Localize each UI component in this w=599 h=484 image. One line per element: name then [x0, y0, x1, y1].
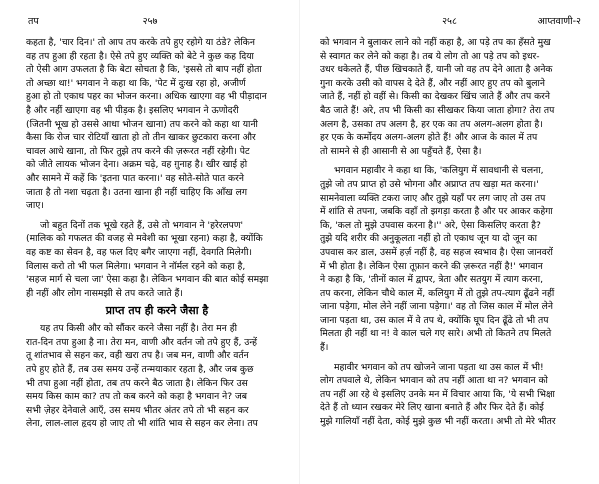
text-line: (मालिक को गफलत की वजह से मवेशी का भूखा रहना) कहा है, क्योंकि — [26, 233, 263, 245]
text-line: तू शांतभाव से सहन कर, वही खरा तप है। जब मन, वाणी और वर्तन — [26, 350, 249, 362]
text-line: 'सहज मार्ग से चला जा' ऐसा कहा है। लेकिन भगवान की बात कोई समझा — [26, 274, 269, 286]
text-line: लेना, लाल-लाल हृदय हो जाए तो भी शांति भाव से सहन कर लेना। तप — [26, 418, 258, 430]
text-line: तुझे जो तप प्राप्त हो उसे भोगना और अप्राप्त तप खड़ा मत करना।' — [320, 178, 539, 190]
left-page-header — [0, 14, 300, 30]
text-line: तप नहीं आ रहे थे इसलिए उनके मन में विचार आया कि, 'ये सभी भिक्षा — [320, 388, 555, 400]
text-line: यह तप किसी और को सौंकर करने जैसा नहीं है। तेरा मन ही — [40, 323, 237, 335]
text-line: मिलता ही नहीं था न! वे काल चले गए सारे। अभी तो कितने तप मिलते — [320, 328, 552, 340]
text-line: अलग है, उसका तप अलग है, हर एक का तप अलग-अलग होता है। — [320, 118, 543, 130]
text-line: से स्वागत कर लेने को कहा है। तब ये लोग तो आ पड़े तप को इधर- — [320, 50, 540, 62]
text-line: महावीर भगवान को तप खोजने जाना पड़ता था उस काल में भी! — [334, 361, 544, 373]
text-line: जाना पड़ेगा, मोल लेने नहीं जाना पड़ेगा।' वह तो जिस काल में मोल लेने — [320, 301, 554, 313]
text-line: जो बहुत दिनों तक भूखे रहते हैं, उसे तो भगवान ने 'हरेरलपण' — [40, 219, 244, 231]
text-line: में भी होता है। लेकिन ऐसा तूफ़ान करने की ज़रूरत नहीं है!' भगवान — [320, 260, 543, 272]
text-line: और सामने में कहें कि 'इतना पात करना।' वह सोते-सोते पात करने — [26, 172, 244, 184]
right-page-header — [300, 14, 599, 30]
text-line: भी तपा हुआ नहीं होता, तब तप करने बैठ जाता है। लेकिन फिर उस — [26, 377, 248, 389]
right-page-body — [320, 36, 586, 429]
text-line: कैसा कि रोज चार रोटियाँ खाता हो तो तीन खाकर छुटकारा करना और — [26, 132, 256, 144]
text-line: तपे हुए होते हैं, तब उस समय उन्हें तन्मयाकार रहता है, और जब कुछ — [26, 364, 254, 376]
text-line: हुआ हो तो एकाध पहर का भोजन करना। अधिक खाएगा वह भी पीड़ादान — [26, 91, 267, 103]
text-line: लोग तपवाले थे, लेकिन भगवान को तप नहीं आता था न? भगवान को — [320, 375, 548, 387]
text-line: को जीते लायक भोजन देना। अक्रम चढ़े, वह ग़ुनाह है। खीर खाई हो — [26, 159, 248, 171]
text-line: में शांति से तपना, जबकि वहाँ तो झगड़ा करता है और पर आकर कहेगा — [320, 206, 553, 218]
text-line: चावल आधे खाना, तो फिर तुझे तप करने की ज़रूरत नहीं रहेगी। पेट — [26, 145, 250, 157]
text-line: बैठ जाते हैं! अरे, तप भी किसी का सीखकर किया जाता होगा? तेरा तप — [320, 104, 555, 116]
text-line: भगवान महावीर ने कहा था कि, 'कलियुग में सावधानी से चलना, — [334, 165, 544, 177]
text-line: तो सामने से ही आसानी से आ पहुँचते हैं, ऐसा है। — [320, 145, 482, 157]
text-line: देते हैं तो ध्यान रखकर मेरे लिए खाना बनाते हैं और फिर देते हैं। कोई — [320, 402, 544, 414]
text-line: जाए। — [26, 200, 44, 212]
text-line: ने कहा है कि, 'तीनों काल में द्वापर, त्रेता और सतयुग में त्याग करना, — [320, 274, 543, 286]
text-line: जाना पड़ता था, उस काल में वे तप थे, क्योंकि घूप दिन ढूँढे तो भी तप — [320, 314, 549, 326]
page-number: २५८ — [442, 16, 457, 27]
text-line: उधर धकेलते हैं, पीछ खिचकाते हैं, यानी जो वह तप देने आता है अनेक — [320, 64, 553, 76]
running-title: आप्तवाणी-२ — [537, 16, 581, 27]
text-line: उपवास कर डाल, उसमें हर्ज़ नहीं है, वह सहज स्वभाव है। ऐसा जानवरों — [320, 246, 553, 258]
text-line: हैं। — [320, 342, 329, 354]
text-line: ही नहीं और लोग नासमझी से तप करते जाते हैं। — [26, 287, 183, 299]
text-line: वह तप हुआ ही रहता है। ऐसे तपे हुए व्यक्ति को बेटे ने कुछ कह दिया — [26, 50, 254, 62]
text-line: (जितनी भूख हो उससे आधा भोजन खाना) तप करने को कहा था यानी — [26, 118, 258, 130]
text-line: तप करना, लेकिन चौथे काल में, कलियुग में तो तुझे तप-त्याग ढूँढने नहीं — [320, 287, 555, 299]
section-heading: प्राप्त तप ही करने जैसा है — [105, 304, 209, 318]
text-line: जाते हैं, नहीं हो वहीं से। किसी का देखकर खिंच जाते हैं और तप करने — [320, 91, 551, 103]
text-line: हर एक के कर्मोदय अलग-अलग होते हैं! और आज के काल में तप — [320, 132, 538, 144]
text-line: कि, 'कल तो मुझे उपवास करना है।'' अरे, ऐसा किसलिए करता है? — [320, 219, 541, 231]
text-line: तुझे यदि शरीर की अनुकूलता नहीं हो तो एकाध जून या दो जून का — [320, 233, 537, 245]
text-line: मुझे गालियाँ नहीं देता, कोई मुझे कुछ भी नहीं करता। अभी तो मेरे भीतर — [320, 416, 556, 428]
right-page — [300, 0, 599, 484]
text-line: को भगवान ने बुलाकर लाने को नहीं कहा है, आ पड़े तप का हँसते मुख — [320, 37, 551, 48]
text-line: वह कष्ट का सेवन है, वह फल दिए बगैर जाएगा नहीं, देवगति मिलेगी। — [26, 246, 252, 258]
left-page-body — [26, 36, 288, 431]
text-line: रात-दिन तपा हुआ है ना। तेरा मन, वाणी और वर्तन जो तपे हुए हैं, उन्हें — [26, 336, 257, 348]
running-title: तप — [28, 16, 39, 27]
text-line: सामनेवाला व्यक्ति टकरा जाए और तुझे यहाँ पर लग जाए तो उस तप — [320, 192, 546, 204]
text-line: तो अच्छा था!' भगवान ने कहा था कि, 'पेट में दुःख रहा हो, अजीर्ण — [26, 77, 246, 89]
text-line: समय किस काम का? तप तो कब करने को कहा है भगवान ने? जब — [26, 391, 248, 403]
text-line: है और नहीं खाएगा वह भी पीड़क है। इसलिए भगवान ने ऊणोदरी — [26, 104, 239, 116]
text-line: गुना करके उसी को वापस दे देते हैं, और नहीं आए हुए तप को बुलाने — [320, 77, 545, 89]
text-line: सभी ज़ेहर देनेवाले आएँ, उस समय भीतर अंतर तपे तो भी सहन कर — [26, 404, 249, 416]
text-line: कहता है, 'चार दिन।' तो आप तप करके तपे हुए रहोगे या ठंडे? लेकिन — [26, 37, 255, 48]
page-number: २५७ — [142, 16, 158, 27]
text-line: तो ऐसी आग उफलता है कि बेटा सोचता है कि, 'इससे तो बाप नहीं होता — [26, 64, 262, 76]
text-line: जाता है तो नशा चढ़ता है। उतना खाना ही नहीं चाहिए कि आँख लग — [26, 186, 248, 198]
text-line: विलास करो तो भी फल मिलेगा। भगवान ने नॉर्मल रहने को कहा है, — [26, 260, 246, 272]
